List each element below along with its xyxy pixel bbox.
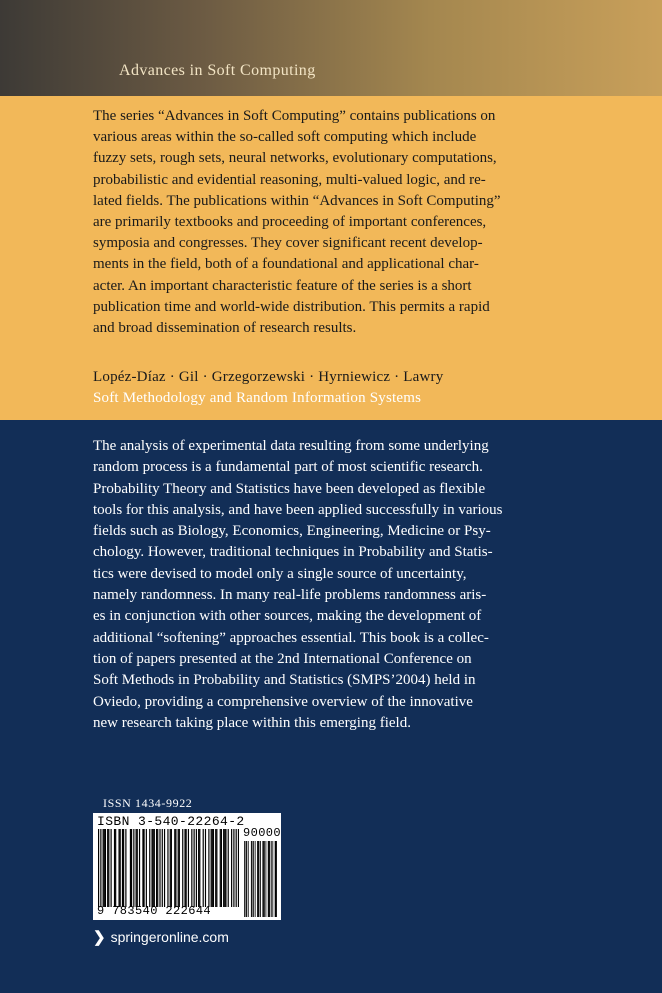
barcode-bar: [194, 829, 195, 907]
barcode-bar: [244, 841, 245, 917]
barcode-bar: [175, 829, 176, 907]
barcode-bar: [257, 841, 258, 917]
barcode-bar: [179, 829, 180, 907]
series-description-line: lated fields. The publications within “Advances in Soft Computing”: [93, 192, 501, 209]
barcode-bar: [162, 829, 163, 907]
barcode-bar: [228, 829, 229, 907]
barcode-bar: [108, 829, 109, 907]
barcode-bar: [137, 829, 138, 907]
barcode-label: [93, 813, 281, 920]
barcode-bar: [149, 829, 150, 907]
barcode-bar: [133, 829, 134, 907]
barcode-bar: [268, 841, 269, 917]
chevron-right-icon: ❯: [93, 929, 106, 946]
book-title: Soft Methodology and Random Information Systems: [93, 390, 422, 406]
barcode-addon-bars: [244, 841, 277, 917]
barcode-bar: [143, 829, 144, 907]
barcode-bar: [114, 829, 115, 907]
barcode-bars: [98, 829, 239, 907]
barcode-bar: [271, 841, 272, 917]
barcode-bar: [205, 829, 206, 907]
barcode-bar: [191, 829, 192, 907]
barcode-bar: [215, 829, 216, 907]
book-description-line: tools for this analysis, and have been applied successfully in various: [93, 501, 503, 518]
barcode-bar: [115, 829, 116, 907]
barcode-bar: [233, 829, 234, 907]
barcode-bar: [188, 829, 189, 907]
series-title: Advances in Soft Computing: [119, 62, 316, 79]
barcode-bar: [252, 841, 253, 917]
book-description-line: additional “softening” approaches essential. This book is a collec-: [93, 629, 489, 646]
barcode-bar: [130, 829, 131, 907]
series-description-line: are primarily textbooks and proceeding of important conferences,: [93, 214, 487, 231]
barcode-bar: [146, 829, 147, 907]
ean-number: 9 783540 222644: [97, 904, 212, 918]
barcode-bar: [118, 829, 119, 907]
barcode-bar: [216, 829, 217, 907]
book-description-line: new research taking place within this emerging field.: [93, 714, 411, 731]
book-description-line: tics were devised to model only a single source of uncertainty,: [93, 565, 467, 582]
barcode-bar: [259, 841, 260, 917]
barcode-bar: [255, 841, 256, 917]
book-description-line: Probability Theory and Statistics have been developed as flexible: [93, 480, 486, 497]
barcode-bar: [120, 829, 121, 907]
barcode-bar: [223, 829, 224, 907]
barcode-bar: [178, 829, 179, 907]
barcode-bar: [105, 829, 106, 907]
series-description-line: acter. An important characteristic feature of the series is a short: [93, 277, 472, 294]
barcode-bar: [153, 829, 154, 907]
barcode-bar: [246, 841, 247, 917]
barcode-bar: [122, 829, 123, 907]
barcode-bar: [275, 841, 276, 917]
barcode-bar: [198, 829, 199, 907]
book-description-line: fields such as Biology, Economics, Engineering, Medicine or Psy-: [93, 523, 491, 540]
barcode-bar: [203, 829, 204, 907]
series-description-line: symposia and congresses. They cover significant recent develop-: [93, 235, 483, 252]
barcode-bar: [276, 841, 277, 917]
series-description-line: publication time and world-wide distribution. This permits a rapid: [93, 298, 490, 315]
book-description-line: chology. However, traditional techniques in Probability and Statis-: [93, 544, 493, 561]
website-link[interactable]: [93, 928, 229, 946]
series-description-line: ments in the field, both of a foundational and applicational char-: [93, 256, 479, 273]
barcode-bar: [125, 829, 126, 907]
book-description-line: The analysis of experimental data resulting from some underlying: [93, 438, 489, 454]
barcode-bar: [107, 829, 108, 907]
barcode-bar: [225, 829, 226, 907]
barcode-bar: [103, 829, 104, 907]
barcode-bar: [208, 829, 209, 907]
book-description-line: Soft Methods in Probability and Statistics (SMPS’2004) held in: [93, 672, 476, 689]
barcode-bar: [154, 829, 155, 907]
barcode-bar: [265, 841, 266, 917]
barcode-bar: [182, 829, 183, 907]
barcode-bar: [164, 829, 165, 907]
barcode-bar: [104, 829, 105, 907]
book-description-line: tion of papers presented at the 2nd International Conference on: [93, 650, 472, 667]
barcode-bar: [170, 829, 171, 907]
barcode-bar: [142, 829, 143, 907]
barcode-bar: [212, 829, 213, 907]
barcode-bar: [199, 829, 200, 907]
barcode-bar: [123, 829, 124, 907]
top-gradient-band: [0, 0, 662, 96]
barcode-bar: [264, 841, 265, 917]
book-description: [93, 436, 573, 734]
barcode-bar: [156, 829, 157, 907]
book-description-line: random process is a fundamental part of most scientific research.: [93, 459, 483, 476]
barcode-bar: [196, 829, 197, 907]
barcode-bar: [275, 841, 276, 917]
book-authors: Lopéz-Díaz · Gil · Grzegorzewski · Hyrniewicz · Lawry: [93, 369, 444, 385]
barcode-bar: [167, 829, 168, 907]
series-description: [93, 106, 573, 339]
isbn-text: ISBN 3-540-22264-2: [97, 814, 245, 829]
series-description-line: probabilistic and evidential reasoning, multi-valued logic, and re-: [93, 171, 486, 188]
barcode-bar: [260, 841, 261, 917]
book-description-line: namely randomness. In many real-life problems randomness aris-: [93, 587, 487, 604]
barcode-bar: [253, 841, 254, 917]
barcode-bar: [111, 829, 112, 907]
barcode-bar: [246, 841, 247, 917]
barcode-addon-number: 90000: [243, 826, 282, 840]
barcode-bar: [272, 841, 273, 917]
barcode-bar: [100, 829, 101, 907]
barcode-bar: [98, 829, 99, 907]
barcode-bar: [136, 829, 137, 907]
barcode-bar: [231, 829, 232, 907]
website-url: springeronline.com: [110, 929, 229, 945]
barcode-bar: [221, 829, 222, 907]
book-description-line: Oviedo, providing a comprehensive overview of the innovative: [93, 693, 473, 710]
barcode-bar: [186, 829, 187, 907]
series-description-line: fuzzy sets, rough sets, neural networks, evolutionary computations,: [93, 150, 497, 167]
barcode-bar: [263, 841, 264, 917]
barcode-bar: [262, 841, 263, 917]
barcode-bar: [220, 829, 221, 907]
barcode-bar: [236, 829, 237, 907]
barcode-bar: [258, 841, 259, 917]
series-description-line: The series “Advances in Soft Computing” contains publications on: [93, 108, 496, 124]
barcode-bar: [174, 829, 175, 907]
barcode-bar: [211, 829, 212, 907]
barcode-bar: [151, 829, 152, 907]
barcode-bar: [171, 829, 172, 907]
barcode-bar: [159, 829, 160, 907]
barcode-bar: [157, 829, 158, 907]
series-description-line: various areas within the so-called soft computing which include: [93, 129, 477, 146]
barcode-bar: [251, 841, 252, 917]
barcode-bar: [238, 829, 239, 907]
barcode-bar: [269, 841, 270, 917]
barcode-bar: [224, 829, 225, 907]
barcode-bar: [213, 829, 214, 907]
issn-label: ISSN 1434-9922: [103, 796, 193, 810]
barcode-bar: [131, 829, 132, 907]
book-description-line: es in conjunction with other sources, making the development of: [93, 608, 482, 625]
barcode-bar: [139, 829, 140, 907]
barcode-bar: [248, 841, 249, 917]
barcode-bar: [269, 841, 270, 917]
barcode-bar: [184, 829, 185, 907]
series-description-line: and broad dissemination of research results.: [93, 320, 357, 337]
